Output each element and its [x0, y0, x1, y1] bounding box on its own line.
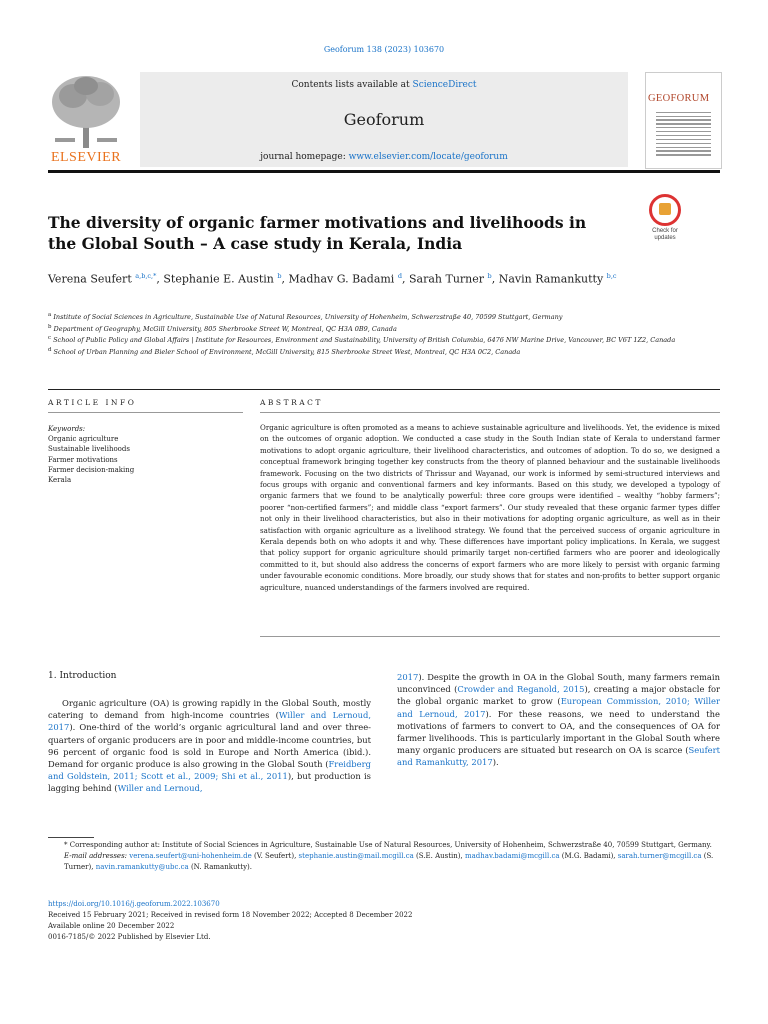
homepage-prefix: journal homepage: — [260, 152, 349, 162]
intro-left-column — [48, 697, 371, 795]
keyword-item: Farmer decision-making — [48, 465, 135, 474]
paper-title: The diversity of organic farmer motivations and livelihoods in the Global South – A case study in Kerala, India — [48, 213, 587, 253]
author-name: Sarah Turner — [409, 272, 485, 286]
affiliations — [48, 311, 698, 358]
footnote-rule — [48, 837, 94, 838]
article-info-rule — [48, 412, 243, 413]
abstract-heading: ABSTRACT — [260, 398, 323, 407]
keyword-item: Organic agriculture — [48, 435, 119, 444]
email-addresses — [48, 851, 720, 873]
citation-link[interactable]: Willer and Lernoud, 2017 — [48, 710, 371, 733]
keywords-list — [48, 434, 243, 485]
abstract-end-rule — [260, 636, 720, 637]
body-text: ), creating a major obstacle for the global organic market to grow ( — [397, 684, 720, 707]
affiliation-text: Institute of Social Sciences in Agriculture, Sustainable Use of Natural Resources, University of Hohenheim, Schwerzstraße 40, 70599 Stuttgart, Germany — [53, 313, 563, 322]
email-owner: (N. Ramankutty). — [188, 863, 253, 871]
author-affiliation-marks[interactable]: b — [487, 272, 492, 280]
affiliation-text: School of Urban Planning and Bieler School of Environment, McGill University, 815 Sherbrooke Street West, Montreal, QC H3A 0C2, Canada — [53, 348, 521, 357]
affiliation-item — [48, 346, 698, 358]
author-affiliation-marks[interactable]: d — [397, 272, 402, 280]
citation-link[interactable]: Crowder and Reganold, 2015 — [457, 684, 585, 695]
intro-right-column — [397, 671, 720, 769]
citation-link[interactable]: Freidberg and Goldstein, 2011; Scott et al., 2009; Shi et al., 2011 — [48, 759, 371, 782]
body-text: ). Despite the growth in OA in the Global South, many farmers remain unconvinced ( — [397, 672, 720, 695]
affiliation-item — [48, 323, 698, 335]
copyright-line: 0016-7185/© 2022 Published by Elsevier Ltd. — [48, 933, 211, 941]
email-link[interactable]: stephanie.austin@mail.mcgill.ca — [298, 852, 414, 860]
check-for-updates-button[interactable] — [645, 194, 685, 242]
publication-info — [48, 899, 720, 943]
header-divider — [48, 170, 720, 173]
contents-line — [140, 80, 628, 90]
email-owner: (S. Turner), — [64, 852, 714, 871]
citation-link[interactable]: Seufert and Ramankutty, 2017 — [397, 745, 720, 768]
affiliation-mark: b — [48, 323, 52, 330]
check-updates-label: Check for updates — [652, 228, 678, 241]
elsevier-wordmark: ELSEVIER — [50, 150, 122, 165]
introduction-heading: 1. Introduction — [48, 671, 117, 681]
available-online: Available online 20 December 2022 — [48, 922, 175, 930]
affiliation-item — [48, 334, 698, 346]
author-name: Verena Seufert — [48, 272, 132, 286]
doi-link[interactable]: https://doi.org/10.1016/j.geoforum.2022.103670 — [48, 900, 220, 908]
affiliation-text: Department of Geography, McGill University, 805 Sherbrooke Street W, Montreal, QC H3A 0B9, Canada — [53, 324, 397, 333]
section-divider — [48, 389, 720, 390]
citation-link[interactable]: European Commission, 2010; Willer and Lernoud, 2017 — [397, 696, 720, 719]
cover-title: GEOFORUM — [648, 93, 710, 104]
body-text: ). — [492, 757, 499, 768]
affiliation-text: School of Public Policy and Global Affairs | Institute for Resources, Environment and Sustainability, University of British Columbia, 6476 NW Marine Drive, Vancouver, BC V6T 1Z2, Canada — [53, 336, 676, 345]
journal-homepage-link[interactable]: www.elsevier.com/locate/geoforum — [348, 152, 508, 162]
citation-link[interactable]: 2017 — [397, 672, 419, 682]
journal-title: Geoforum — [343, 110, 425, 129]
affiliation-mark: d — [48, 346, 52, 353]
author-name: Navin Ramankutty — [498, 272, 604, 286]
author-name: Stephanie E. Austin — [163, 272, 274, 286]
keyword-item: Farmer motivations — [48, 455, 118, 464]
sciencedirect-link[interactable]: ScienceDirect — [412, 80, 477, 90]
body-text: ), but production is lagging behind ( — [48, 771, 371, 794]
email-owner: (V. Seufert), — [251, 852, 299, 860]
abstract-rule — [260, 412, 720, 413]
author-affiliation-marks[interactable]: a,b,c,* — [135, 272, 157, 280]
author-name: Madhav G. Badami — [288, 272, 395, 286]
received-dates: Received 15 February 2021; Received in revised form 18 November 2022; Accepted 8 December 2022 — [48, 911, 413, 919]
journal-cover-thumbnail[interactable] — [645, 72, 722, 169]
abstract-text: Organic agriculture is often promoted as a means to achieve sustainable agriculture and livelihoods. Yet, the evidence is mixed on the outcomes of organic adoption. We conducted a case study in the South Indian state of Kerala to understand farmer motivations to adopt organic agriculture, their livelihood characteristics, and outcomes of adoption. To do so, we designed a conceptual framework bringing together key constructs from the theory of planned behaviour and the sustainable livelihoods framework. Focusing on the two districts of Thrissur and Wayanad, our work is informed by semi-structured interviews and focus groups with organic and conventional farmers and key informants. Based on this study, we developed a typology of organic farmers that we found to be analytically powerful: three core groups were identified – wealthy “hobby farmers”; poorer “non-certified farmers”; and middle class “export farmers”. Our study revealed that these organic farmer types differ not only in their livelihood characteristics, but also in their motivations for adopting organic agriculture, as well as in their satisfaction with organic agriculture as a livelihood strategy. We found that the perceived success of organic agriculture in Kerala depends both on who adopts it and why. These differences have important policy implications. In Kerala, we suggest that policy support for organic agriculture should primarily target non-certified farmers who are poorer and ideologically committed to it, but should also address the concerns of export farmers who are more likely to persist with organic farming under favourable economic conditions. More broadly, our study shows that for states and non-profits to better support organic agriculture, nuanced understandings of the farmers involved are required. — [260, 423, 720, 592]
email-link[interactable]: navin.ramankutty@ubc.ca — [95, 863, 189, 871]
citation-link[interactable]: Willer and Lernoud, — [117, 783, 203, 794]
check-updates-icon — [649, 194, 681, 226]
body-text: ). For these reasons, we need to understand the motivations of farmers to convert to OA, and the consequences of OA for farmer livelihoods. This is particularly important in the Global South where many organic producers are situated but research on OA is scarce ( — [397, 708, 720, 756]
article-info-heading: ARTICLE INFO — [48, 398, 137, 407]
keyword-item: Kerala — [48, 476, 72, 485]
homepage-line — [140, 152, 628, 162]
cover-text-lines — [656, 109, 711, 158]
keywords-label: Keywords: — [48, 425, 86, 433]
body-text: Organic agriculture (OA) is growing rapidly in the Global South, mostly catering to demand from high-income countries ( — [48, 698, 371, 721]
affiliation-mark: c — [48, 335, 52, 342]
email-owner: (S.E. Austin), — [413, 852, 465, 860]
author-affiliation-marks[interactable]: b — [277, 272, 282, 280]
author-list: Verena Seufert $^{a,b,c,*}$, Stephanie E. Austin $^b$, Madhav G. Badami $^d$, Sarah Turner $^b$, Navin Ramankutty $^{b,c}$ — [48, 272, 617, 286]
email-link[interactable]: madhav.badami@mcgill.ca — [464, 852, 560, 860]
affiliation-mark: a — [48, 312, 52, 318]
email-link[interactable]: sarah.turner@mcgill.ca — [617, 852, 702, 860]
journal-reference[interactable]: Geoforum 138 (2023) 103670 — [323, 45, 445, 54]
keywords-block — [48, 424, 243, 485]
corresponding-author-note: * Corresponding author at: Institute of Social Sciences in Agriculture, Sustainable Use of Natural Resources, University of Hohenheim, Schwerzstraße 40, 70599 Stuttgart, Germany. — [64, 841, 712, 849]
body-text: ). One-third of the world’s organic agricultural land and over three-quarters of organic producers are in poor and middle-income countries, but 96 percent of organic food is sold in Europe and North America (ibid.). Demand for organic produce is also growing in the Global South ( — [48, 722, 371, 770]
email-owner: (M.G. Badami), — [559, 852, 618, 860]
author-affiliation-marks[interactable]: b,c — [606, 272, 617, 280]
footnotes — [48, 840, 720, 873]
email-label: E-mail addresses: — [64, 852, 128, 860]
keyword-item: Sustainable livelihoods — [48, 445, 130, 454]
contents-prefix: Contents lists available at — [291, 80, 413, 90]
affiliation-item — [48, 311, 698, 323]
email-link[interactable]: verena.seufert@uni-hohenheim.de — [129, 852, 252, 860]
